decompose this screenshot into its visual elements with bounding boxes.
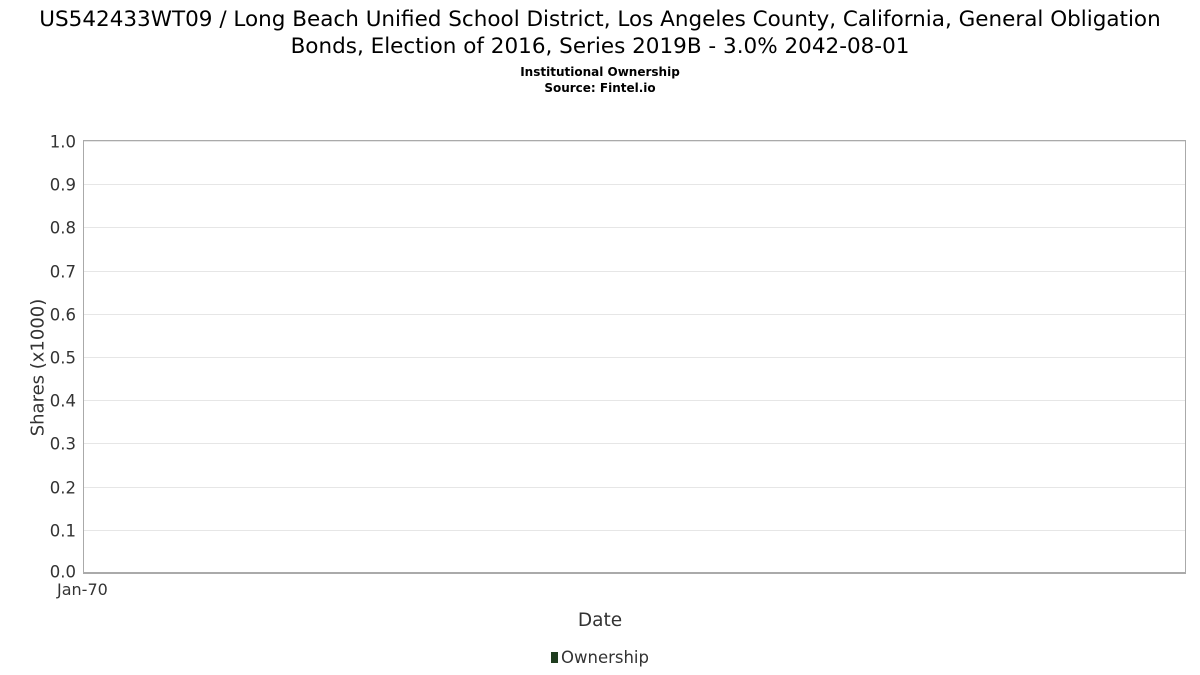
y-tick-label: 0.8 — [49, 218, 76, 238]
x-axis-title: Date — [577, 610, 623, 631]
plot-area — [83, 140, 1186, 574]
y-tick-label: 0.1 — [49, 521, 76, 541]
y-tick-label: 0.0 — [49, 562, 76, 582]
legend-swatch-icon — [551, 652, 558, 663]
x-tick-label: Jan-70 — [57, 580, 108, 599]
series-plot-layer — [84, 141, 1185, 573]
y-axis-title: Shares (x1000) — [27, 298, 49, 437]
x-axis-ticks — [0, 580, 1200, 604]
chart-subtitle: Institutional Ownership — [520, 65, 680, 79]
y-tick-label: 0.7 — [49, 262, 76, 282]
chart-title: US542433WT09 / Long Beach Unified School District, Los Angeles County, California, General Obligation Bonds, Election of 2016, Series 2019B - 3.0% 2042-08-01 — [39, 7, 1161, 59]
y-tick-label: 0.2 — [49, 478, 76, 498]
y-tick-label: 0.6 — [49, 305, 76, 325]
y-tick-label: 0.4 — [49, 391, 76, 411]
chart-header — [0, 6, 1200, 96]
chart-source: Source: Fintel.io — [544, 81, 656, 95]
legend-item-ownership[interactable] — [551, 648, 649, 667]
y-tick-label: 1.0 — [49, 132, 76, 152]
chart-legend — [0, 648, 1200, 667]
y-tick-label: 0.3 — [49, 434, 76, 454]
y-tick-label: 0.5 — [49, 348, 76, 368]
y-tick-label: 0.9 — [49, 175, 76, 195]
legend-label: Ownership — [561, 648, 649, 667]
